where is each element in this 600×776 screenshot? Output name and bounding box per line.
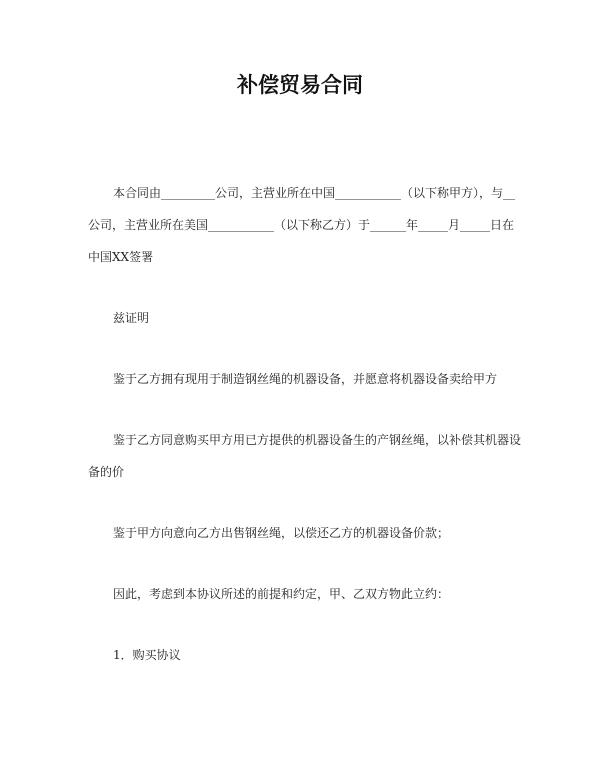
- paragraph-agreement-intro: [0, 578, 600, 610]
- paragraph-recital-3: [0, 517, 600, 549]
- paragraph-recital-3-line-1: 鉴于甲方向意向乙方出售钢丝绳，以偿还乙方的机器设备价款；: [113, 526, 450, 540]
- paragraph-recital-2-line-2: 备的价: [88, 465, 125, 479]
- paragraph-witnesseth-line-1: 兹证明: [113, 311, 150, 325]
- paragraph-recital-2-line-1: 鉴于乙方同意购买甲方用已方提供的机器设备生的产钢丝绳，以补偿其机器设: [113, 433, 522, 447]
- paragraph-parties-line-3: 中国XX签署: [88, 250, 154, 264]
- section-heading-purchase-line-1: 1．购买协议: [113, 648, 181, 662]
- paragraph-parties-line-2: 公司，主营业所在美国___________（以下称乙方）于______年_____月_____日在: [88, 218, 515, 232]
- paragraph-recital-2: [0, 424, 600, 488]
- paragraph-agreement-intro-line-1: 因此，考虑到本协议所述的前提和约定，甲、乙双方物此立约：: [113, 587, 450, 601]
- paragraph-witnesseth: [0, 302, 600, 334]
- paragraph-recital-1-line-1: 鉴于乙方拥有现用于制造钢丝绳的机器设备，并愿意将机器设备卖给甲方: [113, 372, 498, 386]
- section-heading-purchase: [0, 639, 600, 671]
- paragraph-parties-line-1: 本合同由_________公司，主营业所在中国___________（以下称甲方），与__: [113, 186, 516, 200]
- paragraph-parties: [0, 177, 600, 273]
- paragraph-recital-1: [0, 363, 600, 395]
- document-title: 补偿贸易合同: [237, 72, 363, 97]
